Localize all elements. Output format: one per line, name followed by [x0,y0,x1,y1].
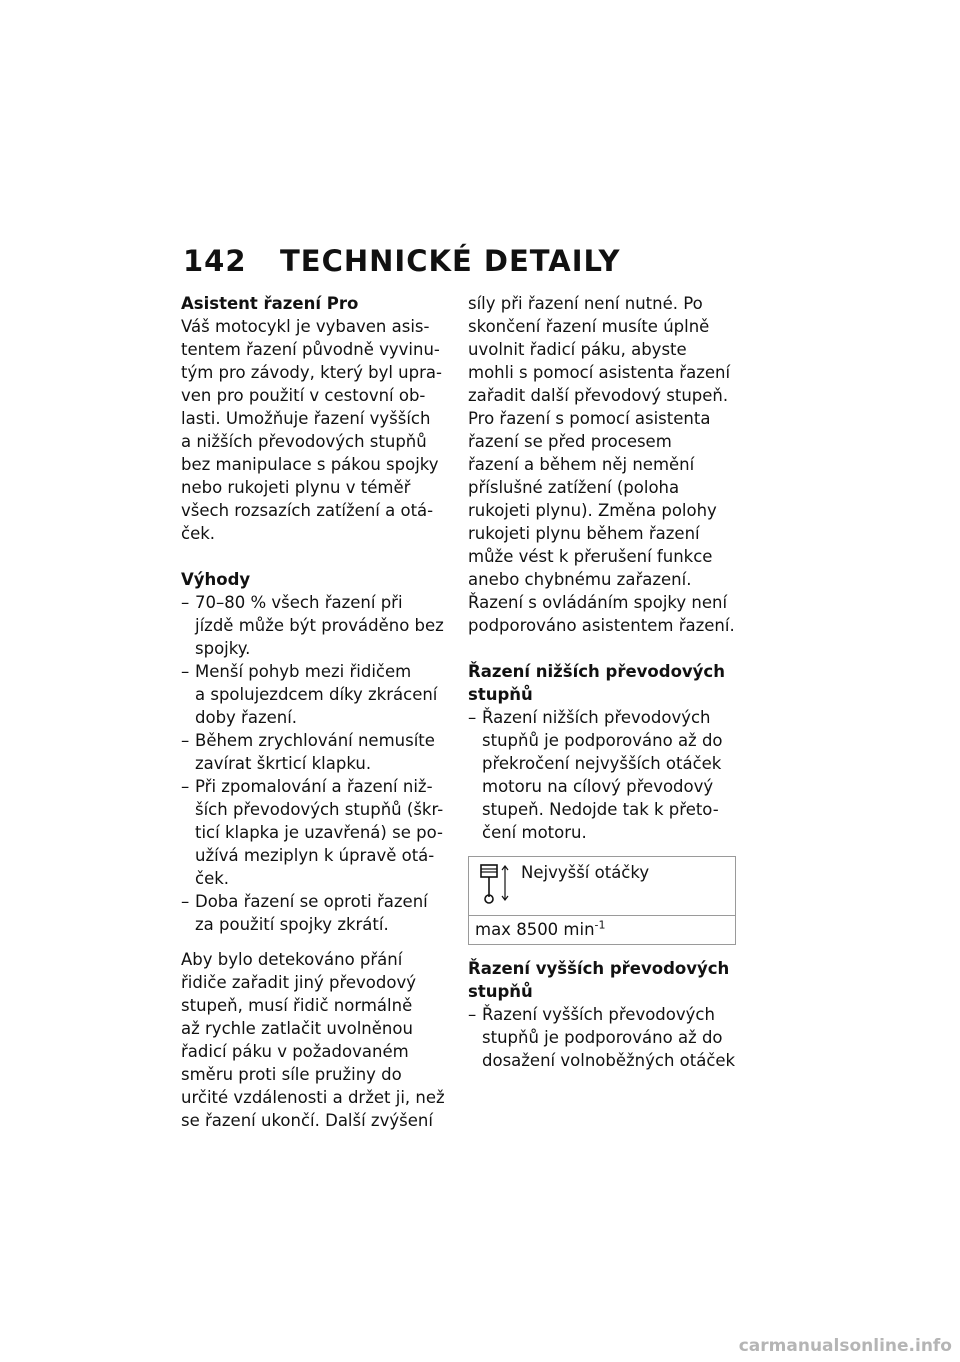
text-line: Menší pohyb mezi řidičem [195,662,412,681]
list-item [181,591,451,660]
text-line: dosažení volnoběžných otáček [482,1051,736,1070]
text-line: užívá meziplyn k úpravě otá- [195,846,435,865]
text-line: Řazení vyšších převodových [482,1005,715,1024]
left-column [181,292,451,1132]
text-line: za použití spojky zkrátí. [195,915,389,934]
bullet-dash: – [181,892,190,911]
text-line: až rychle zatlačit uvolněnou [181,1019,413,1038]
text-line: stupeň, musí řidič normálně [181,996,413,1015]
text-line: Při zpomalování a řazení niž- [195,777,433,796]
bullet-dash: – [468,708,477,727]
text-line: 70–80 % všech řazení při [195,593,403,612]
text-line: překročení nejvyšších otáček [482,754,722,773]
text-line: anebo chybnému zařazení. [468,570,692,589]
text-line: tým pro závody, který byl upra- [181,363,442,382]
spec-value [469,916,735,944]
text-line: ticí klapka je uzavřená) se po- [195,823,443,842]
text-line: spojky. [195,639,251,658]
list-item [468,1003,738,1072]
text-line: mohli s pomocí asistenta řazení [468,363,731,382]
spec-header [469,857,735,916]
spec-value-exponent: -1 [594,918,606,932]
text-line: řidiče zařadit jiný převodový [181,973,416,992]
bullet-dash: – [181,593,190,612]
page-header [183,244,620,278]
bullet-dash: – [181,662,190,681]
section-heading-shift-assistant: Asistent řazení Pro [181,294,359,313]
text-line: Váš motocykl je vybaven asis- [181,317,430,336]
section-heading-downshift [468,660,738,706]
text-line: síly při řazení není nutné. Po [468,294,703,313]
text-line: zavírat škrticí klapku. [195,754,372,773]
text-line: Aby bylo detekováno přání [181,950,403,969]
text-line: Doba řazení se oproti řazení [195,892,428,911]
text-line: jízdě může být prováděno bez [195,616,444,635]
text-line: motoru na cílový převodový [482,777,714,796]
right-column [468,292,738,1072]
section-heading-upshift [468,957,738,1003]
section-heading-advantages: Výhody [181,570,251,589]
text-line: směru proti síle pružiny do [181,1065,402,1084]
max-rpm-spec-table [468,856,736,945]
spec-label: Nejvyšší otáčky [521,863,650,882]
text-line: může vést k přerušení funkce [468,547,713,566]
text-line: ček. [195,869,230,888]
text-line: příslušné zatížení (poloha [468,478,680,497]
text-line: ších převodových stupňů (škr- [195,800,444,819]
text-line: Pro řazení s pomocí asistenta [468,409,711,428]
heading-line: Řazení vyšších převodových [468,959,730,978]
text-line: lasti. Umožňuje řazení vyšších [181,409,431,428]
list-item [181,890,451,936]
text-line: Řazení s ovládáním spojky není [468,593,728,612]
text-line: bez manipulace s pákou spojky [181,455,439,474]
text-line: zařadit další převodový stupeň. [468,386,729,405]
text-line: a nižších převodových stupňů [181,432,427,451]
text-line: čení motoru. [482,823,587,842]
text-line: stupňů je podporováno až do [482,731,723,750]
text-line: Řazení nižších převodových [482,708,711,727]
list-item [181,660,451,729]
list-item [181,729,451,775]
text-line: určité vzdálenosti a držet ji, než [181,1088,445,1107]
detection-paragraph [181,948,451,1132]
engine-piston-icon [469,857,521,915]
intro-paragraph [181,315,451,545]
heading-line: stupňů [468,982,533,1001]
text-line: Během zrychlování nemusíte [195,731,435,750]
bullet-dash: – [181,731,190,750]
page-title: TECHNICKÉ DETAILY [280,244,621,278]
watermark: carmanualsonline.info [738,1336,952,1356]
text-line: uvolnit řadicí páku, abyste [468,340,687,359]
spec-value-text: max 8500 min [475,920,595,939]
text-line: nebo rukojeti plynu v téměř [181,478,411,497]
text-line: ven pro použití v cestovní ob- [181,386,426,405]
bullet-dash: – [468,1005,477,1024]
advantages-list [181,591,451,936]
text-line: skončení řazení musíte úplně [468,317,710,336]
page-number: 142 [183,244,247,278]
text-line: všech rozsazích zatížení a otá- [181,501,434,520]
text-line: a spolujezdcem díky zkrácení [195,685,438,704]
list-item [468,706,738,844]
text-line: stupňů je podporováno až do [482,1028,723,1047]
text-line: ček. [181,524,216,543]
text-line: doby řazení. [195,708,298,727]
list-item [181,775,451,890]
text-line: se řazení ukončí. Další zvýšení [181,1111,433,1130]
text-line: řadicí páku v požadovaném [181,1042,409,1061]
text-line: rukojeti plynu během řazení [468,524,700,543]
heading-line: Řazení nižších převodových [468,662,725,681]
text-line: stupeň. Nedojde tak k přeto- [482,800,719,819]
bullet-dash: – [181,777,190,796]
text-line: řazení se před procesem [468,432,672,451]
text-line: řazení a během něj nemění [468,455,695,474]
continuation-paragraph [468,292,738,637]
text-line: rukojeti plynu). Změna polohy [468,501,717,520]
heading-line: stupňů [468,685,533,704]
text-line: tentem řazení původně vyvinu- [181,340,440,359]
text-line: podporováno asistentem řazení. [468,616,735,635]
